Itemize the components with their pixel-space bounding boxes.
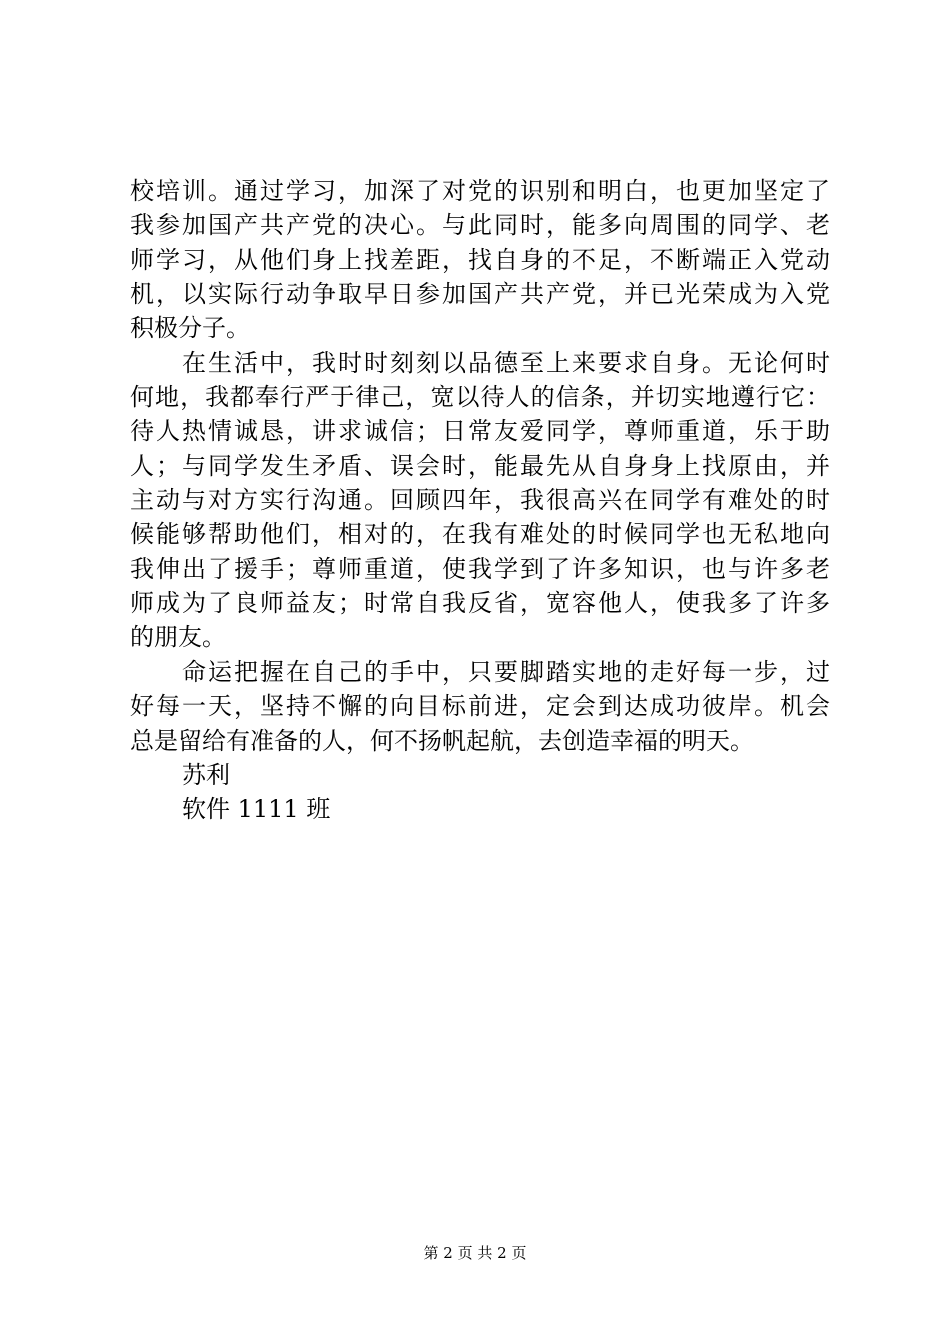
paragraph-2-line-2: 何地，我都奉行严于律己，宽以待人的信条，并切实地遵行它： (130, 383, 830, 412)
paragraph-2-line-6: 候能够帮助他们，相对的，在我有难处的时候同学也无私地向 (130, 520, 830, 549)
paragraph-2-line-5: 主动与对方实行沟通。回顾四年，我很高兴在同学有难处的时 (130, 486, 830, 515)
paragraph-2-line-8: 师成为了良师益友；时常自我反省，宽容他人，使我多了许多 (130, 589, 830, 618)
paragraph-1-line-3: 师学习，从他们身上找差距，找自身的不足，不断端正入党动 (130, 245, 830, 274)
document-body (130, 174, 830, 827)
page-footer: 第 2 页 共 2 页 (423, 1244, 527, 1262)
paragraph-1-line-1: 校培训。通过学习，加深了对党的识别和明白，也更加坚定了 (130, 177, 830, 205)
paragraph-2-line-7: 我伸出了援手；尊师重道，使我学到了许多知识，也与许多老 (130, 554, 830, 583)
paragraph-2-line-3: 待人热情诚恳，讲求诚信；日常友爱同学，尊师重道，乐于助 (130, 417, 830, 446)
paragraph-3-line-3: 总是留给有准备的人，何不扬帆起航，去创造幸福的明天。 (130, 726, 754, 755)
paragraph-2-line-4: 人；与同学发生矛盾、误会时，能最先从自身身上找原由，并 (130, 451, 830, 480)
paragraph-3-line-2: 好每一天，坚持不懈的向目标前进，定会到达成功彼岸。机会 (130, 692, 830, 721)
paragraph-1-line-5: 积极分子。 (130, 314, 250, 343)
paragraph-3-line-1: 命运把握在自己的手中，只要脚踏实地的走好每一步，过 (182, 657, 830, 686)
paragraph-1-line-4: 机，以实际行动争取早日参加国产共产党，并已光荣成为入党 (130, 280, 830, 309)
paragraph-1-line-2: 我参加国产共产党的决心。与此同时，能多向周围的同学、老 (130, 211, 830, 240)
signature-name: 苏利 (182, 760, 230, 789)
paragraph-2-line-9: 的朋友。 (130, 623, 226, 652)
signature-class: 软件 1111 班 (182, 795, 331, 824)
paragraph-2-line-1: 在生活中，我时时刻刻以品德至上来要求自身。无论何时 (182, 348, 830, 377)
